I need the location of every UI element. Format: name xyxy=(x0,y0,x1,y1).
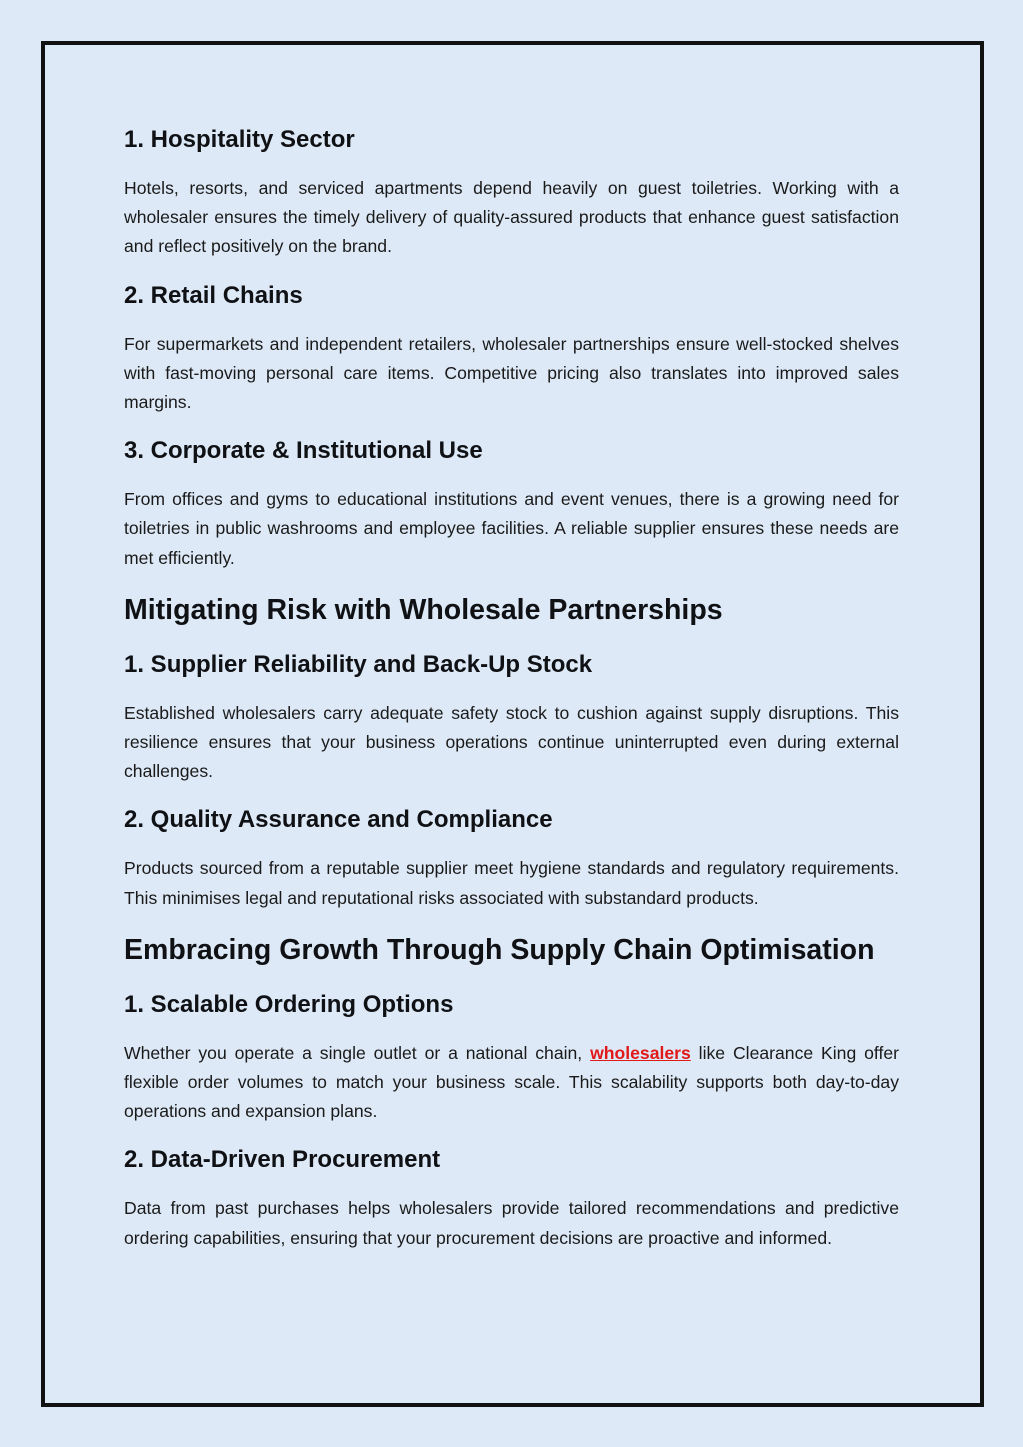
scalable-text-before: Whether you operate a single outlet or a national chain, xyxy=(124,1042,591,1063)
heading-scalable-ordering: 1. Scalable Ordering Options xyxy=(124,990,454,1018)
paragraph-scalable-ordering xyxy=(124,1039,899,1127)
scalable-text-after: like Clearance King offer flexible order volumes to match your business scale. This scalability supports both day-to-day operations and expansion plans. xyxy=(124,1042,900,1122)
paragraph-data-driven-procurement: Data from past purchases helps wholesalers provide tailored recommendations and predictive ordering capabilities, ensuring that your procurement decisions are proactive and informed. xyxy=(124,1198,899,1248)
paragraph-retail-chains: For supermarkets and independent retailers, wholesaler partnerships ensure well-stocked shelves with fast-moving personal care items. Competitive pricing also translates into improved sales margins. xyxy=(124,333,899,413)
heading-supplier-reliability: 1. Supplier Reliability and Back-Up Stock xyxy=(124,650,593,678)
section-heading-mitigating-risk: Mitigating Risk with Wholesale Partnerships xyxy=(124,593,723,626)
paragraph-hospitality-sector: Hotels, resorts, and serviced apartments depend heavily on guest toiletries. Working with a wholesaler ensures the timely delivery of quality-assured products that enhance guest satisfaction and reflect positively on the brand. xyxy=(124,178,899,257)
paragraph-corporate-institutional: From offices and gyms to educational institutions and event venues, there is a growing need for toiletries in public washrooms and employee facilities. A reliable supplier ensures these needs are met efficiently. xyxy=(124,489,899,568)
wholesalers-link[interactable]: wholesalers xyxy=(590,1042,691,1063)
document-content xyxy=(124,118,899,1253)
heading-corporate-institutional: 3. Corporate & Institutional Use xyxy=(124,437,483,465)
heading-quality-assurance: 2. Quality Assurance and Compliance xyxy=(124,806,553,834)
heading-hospitality-sector: 1. Hospitality Sector xyxy=(124,126,355,153)
paragraph-supplier-reliability: Established wholesalers carry adequate safety stock to cushion against supply disruptions. This resilience ensures that your business operations continue uninterrupted even during external challenges. xyxy=(124,702,899,782)
section-heading-embracing-growth: Embracing Growth Through Supply Chain Optimisation xyxy=(124,933,875,966)
heading-retail-chains: 2. Retail Chains xyxy=(124,281,303,309)
paragraph-quality-assurance: Products sourced from a reputable supplier meet hygiene standards and regulatory requirements. This minimises legal and reputational risks associated with substandard products. xyxy=(124,858,899,908)
heading-data-driven-procurement: 2. Data-Driven Procurement xyxy=(124,1146,441,1174)
